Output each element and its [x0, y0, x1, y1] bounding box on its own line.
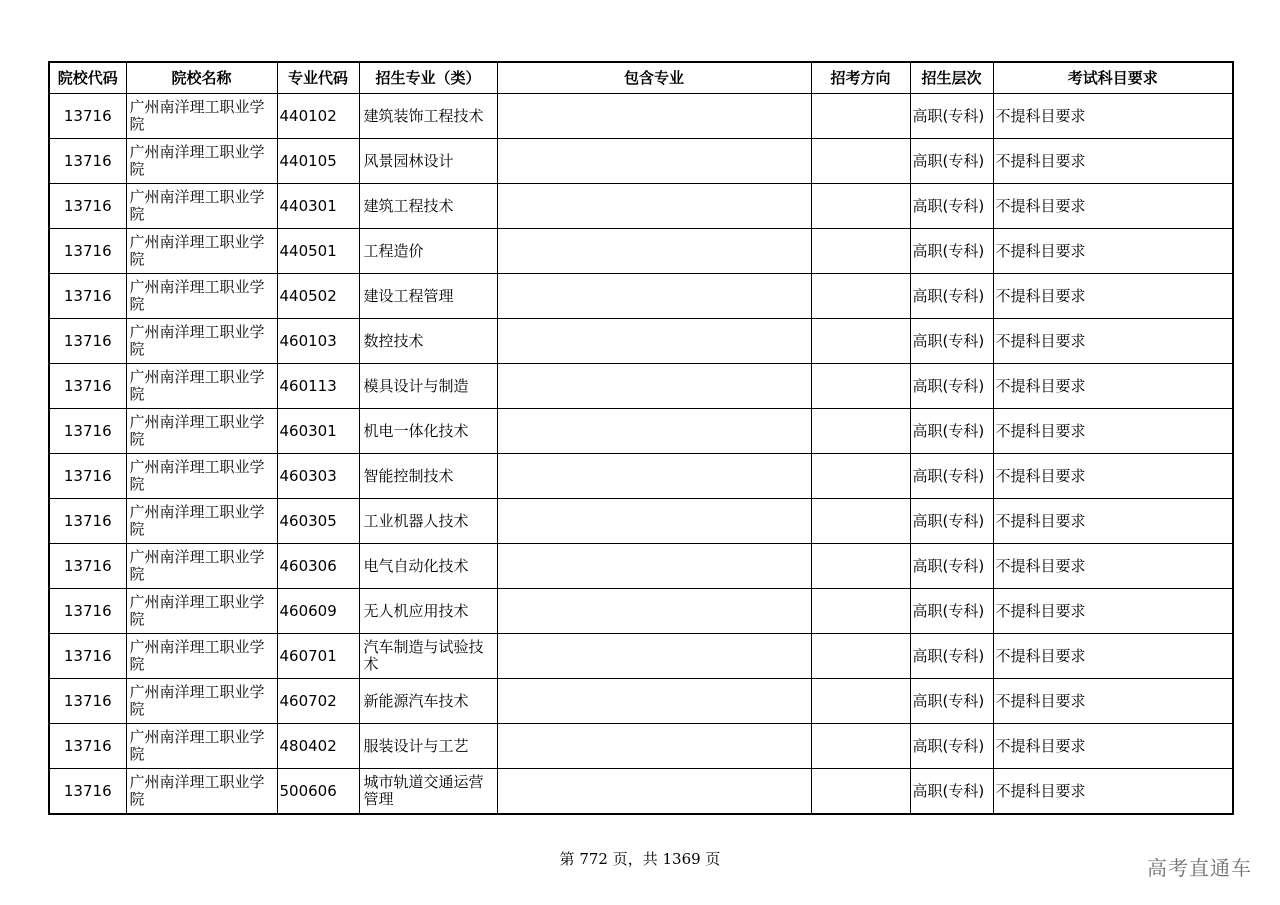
cell-school-name: 广州南洋理工职业学院	[126, 184, 277, 229]
cell-major-code: 440301	[277, 184, 359, 229]
cell-school-name: 广州南洋理工职业学院	[126, 409, 277, 454]
cell-direction	[811, 634, 910, 679]
table-row	[49, 679, 1233, 724]
cell-school-name: 广州南洋理工职业学院	[126, 589, 277, 634]
table-row	[49, 274, 1233, 319]
cell-major-code: 440105	[277, 139, 359, 184]
cell-level: 高职(专科)	[910, 94, 993, 139]
cell-school-code: 13716	[49, 229, 126, 274]
cell-requirement: 不提科目要求	[993, 769, 1233, 815]
cell-school-code: 13716	[49, 589, 126, 634]
table-row	[49, 454, 1233, 499]
cell-requirement: 不提科目要求	[993, 229, 1233, 274]
cell-school-name: 广州南洋理工职业学院	[126, 229, 277, 274]
cell-level: 高职(专科)	[910, 139, 993, 184]
cell-school-name: 广州南洋理工职业学院	[126, 139, 277, 184]
cell-included-majors	[497, 139, 811, 184]
cell-direction	[811, 184, 910, 229]
header-direction: 招考方向	[811, 62, 910, 94]
cell-included-majors	[497, 184, 811, 229]
cell-level: 高职(专科)	[910, 454, 993, 499]
cell-major: 数控技术	[359, 319, 497, 364]
table-row	[49, 229, 1233, 274]
page-number: 第 772 页，共 1369 页	[559, 850, 721, 868]
cell-school-code: 13716	[49, 364, 126, 409]
cell-major: 无人机应用技术	[359, 589, 497, 634]
cell-level: 高职(专科)	[910, 274, 993, 319]
cell-school-code: 13716	[49, 274, 126, 319]
cell-direction	[811, 544, 910, 589]
cell-included-majors	[497, 454, 811, 499]
table-row	[49, 184, 1233, 229]
cell-major: 工程造价	[359, 229, 497, 274]
cell-requirement: 不提科目要求	[993, 364, 1233, 409]
table-row	[49, 139, 1233, 184]
table-row	[49, 94, 1233, 139]
cell-included-majors	[497, 319, 811, 364]
cell-school-name: 广州南洋理工职业学院	[126, 544, 277, 589]
cell-included-majors	[497, 499, 811, 544]
cell-direction	[811, 319, 910, 364]
cell-school-code: 13716	[49, 94, 126, 139]
cell-requirement: 不提科目要求	[993, 634, 1233, 679]
cell-major-code: 500606	[277, 769, 359, 815]
header-included-majors: 包含专业	[497, 62, 811, 94]
cell-major-code: 460306	[277, 544, 359, 589]
cell-requirement: 不提科目要求	[993, 589, 1233, 634]
cell-direction	[811, 769, 910, 815]
cell-major-code: 440102	[277, 94, 359, 139]
cell-major: 汽车制造与试验技术	[359, 634, 497, 679]
header-school-code: 院校代码	[49, 62, 126, 94]
cell-major-code: 460701	[277, 634, 359, 679]
cell-direction	[811, 724, 910, 769]
table-row	[49, 499, 1233, 544]
cell-level: 高职(专科)	[910, 229, 993, 274]
cell-school-name: 广州南洋理工职业学院	[126, 679, 277, 724]
cell-major-code: 460113	[277, 364, 359, 409]
cell-level: 高职(专科)	[910, 499, 993, 544]
table-body	[49, 94, 1233, 815]
cell-school-code: 13716	[49, 679, 126, 724]
cell-school-code: 13716	[49, 634, 126, 679]
table-row	[49, 409, 1233, 454]
cell-major: 工业机器人技术	[359, 499, 497, 544]
cell-school-code: 13716	[49, 409, 126, 454]
cell-level: 高职(专科)	[910, 319, 993, 364]
header-major-code: 专业代码	[277, 62, 359, 94]
cell-major: 新能源汽车技术	[359, 679, 497, 724]
table-row	[49, 319, 1233, 364]
cell-included-majors	[497, 544, 811, 589]
table-row	[49, 589, 1233, 634]
cell-requirement: 不提科目要求	[993, 679, 1233, 724]
cell-major-code: 460305	[277, 499, 359, 544]
cell-school-code: 13716	[49, 769, 126, 815]
cell-major: 建设工程管理	[359, 274, 497, 319]
table-row	[49, 364, 1233, 409]
table-row	[49, 634, 1233, 679]
cell-requirement: 不提科目要求	[993, 544, 1233, 589]
cell-level: 高职(专科)	[910, 409, 993, 454]
cell-school-code: 13716	[49, 184, 126, 229]
cell-major-code: 460301	[277, 409, 359, 454]
cell-direction	[811, 274, 910, 319]
cell-included-majors	[497, 364, 811, 409]
cell-requirement: 不提科目要求	[993, 454, 1233, 499]
cell-included-majors	[497, 589, 811, 634]
cell-school-code: 13716	[49, 454, 126, 499]
cell-major-code: 460303	[277, 454, 359, 499]
cell-major: 服装设计与工艺	[359, 724, 497, 769]
cell-included-majors	[497, 94, 811, 139]
cell-requirement: 不提科目要求	[993, 724, 1233, 769]
cell-school-name: 广州南洋理工职业学院	[126, 499, 277, 544]
table-row	[49, 769, 1233, 815]
watermark: 高考直通车	[1147, 856, 1252, 880]
cell-major-code: 460609	[277, 589, 359, 634]
cell-school-name: 广州南洋理工职业学院	[126, 94, 277, 139]
cell-level: 高职(专科)	[910, 679, 993, 724]
cell-level: 高职(专科)	[910, 634, 993, 679]
cell-major: 城市轨道交通运营管理	[359, 769, 497, 815]
admissions-table	[48, 61, 1234, 815]
cell-included-majors	[497, 724, 811, 769]
cell-major-code: 460103	[277, 319, 359, 364]
cell-major: 风景园林设计	[359, 139, 497, 184]
cell-direction	[811, 589, 910, 634]
header-school-name: 院校名称	[126, 62, 277, 94]
cell-requirement: 不提科目要求	[993, 274, 1233, 319]
table-row	[49, 724, 1233, 769]
cell-school-code: 13716	[49, 319, 126, 364]
cell-direction	[811, 139, 910, 184]
cell-school-name: 广州南洋理工职业学院	[126, 454, 277, 499]
cell-requirement: 不提科目要求	[993, 409, 1233, 454]
cell-requirement: 不提科目要求	[993, 94, 1233, 139]
cell-level: 高职(专科)	[910, 724, 993, 769]
header-level: 招生层次	[910, 62, 993, 94]
cell-school-code: 13716	[49, 139, 126, 184]
cell-requirement: 不提科目要求	[993, 184, 1233, 229]
header-major: 招生专业（类）	[359, 62, 497, 94]
cell-school-name: 广州南洋理工职业学院	[126, 724, 277, 769]
cell-major: 智能控制技术	[359, 454, 497, 499]
cell-included-majors	[497, 274, 811, 319]
cell-major: 模具设计与制造	[359, 364, 497, 409]
table-row	[49, 544, 1233, 589]
cell-major: 建筑工程技术	[359, 184, 497, 229]
cell-direction	[811, 409, 910, 454]
cell-level: 高职(专科)	[910, 184, 993, 229]
cell-school-name: 广州南洋理工职业学院	[126, 634, 277, 679]
cell-requirement: 不提科目要求	[993, 499, 1233, 544]
cell-requirement: 不提科目要求	[993, 319, 1233, 364]
cell-school-name: 广州南洋理工职业学院	[126, 319, 277, 364]
cell-direction	[811, 454, 910, 499]
cell-included-majors	[497, 679, 811, 724]
cell-direction	[811, 94, 910, 139]
table-header-row	[49, 62, 1233, 94]
cell-major-code: 440501	[277, 229, 359, 274]
cell-major: 建筑装饰工程技术	[359, 94, 497, 139]
cell-major-code: 440502	[277, 274, 359, 319]
cell-included-majors	[497, 769, 811, 815]
cell-major: 机电一体化技术	[359, 409, 497, 454]
cell-major-code: 460702	[277, 679, 359, 724]
cell-included-majors	[497, 634, 811, 679]
cell-direction	[811, 679, 910, 724]
cell-school-code: 13716	[49, 499, 126, 544]
cell-school-code: 13716	[49, 544, 126, 589]
cell-school-name: 广州南洋理工职业学院	[126, 274, 277, 319]
cell-level: 高职(专科)	[910, 769, 993, 815]
cell-major-code: 480402	[277, 724, 359, 769]
cell-direction	[811, 229, 910, 274]
cell-major: 电气自动化技术	[359, 544, 497, 589]
cell-school-code: 13716	[49, 724, 126, 769]
cell-school-name: 广州南洋理工职业学院	[126, 769, 277, 815]
cell-included-majors	[497, 229, 811, 274]
cell-direction	[811, 364, 910, 409]
cell-included-majors	[497, 409, 811, 454]
cell-level: 高职(专科)	[910, 589, 993, 634]
cell-level: 高职(专科)	[910, 364, 993, 409]
cell-school-name: 广州南洋理工职业学院	[126, 364, 277, 409]
header-requirement: 考试科目要求	[993, 62, 1233, 94]
cell-level: 高职(专科)	[910, 544, 993, 589]
cell-direction	[811, 499, 910, 544]
cell-requirement: 不提科目要求	[993, 139, 1233, 184]
